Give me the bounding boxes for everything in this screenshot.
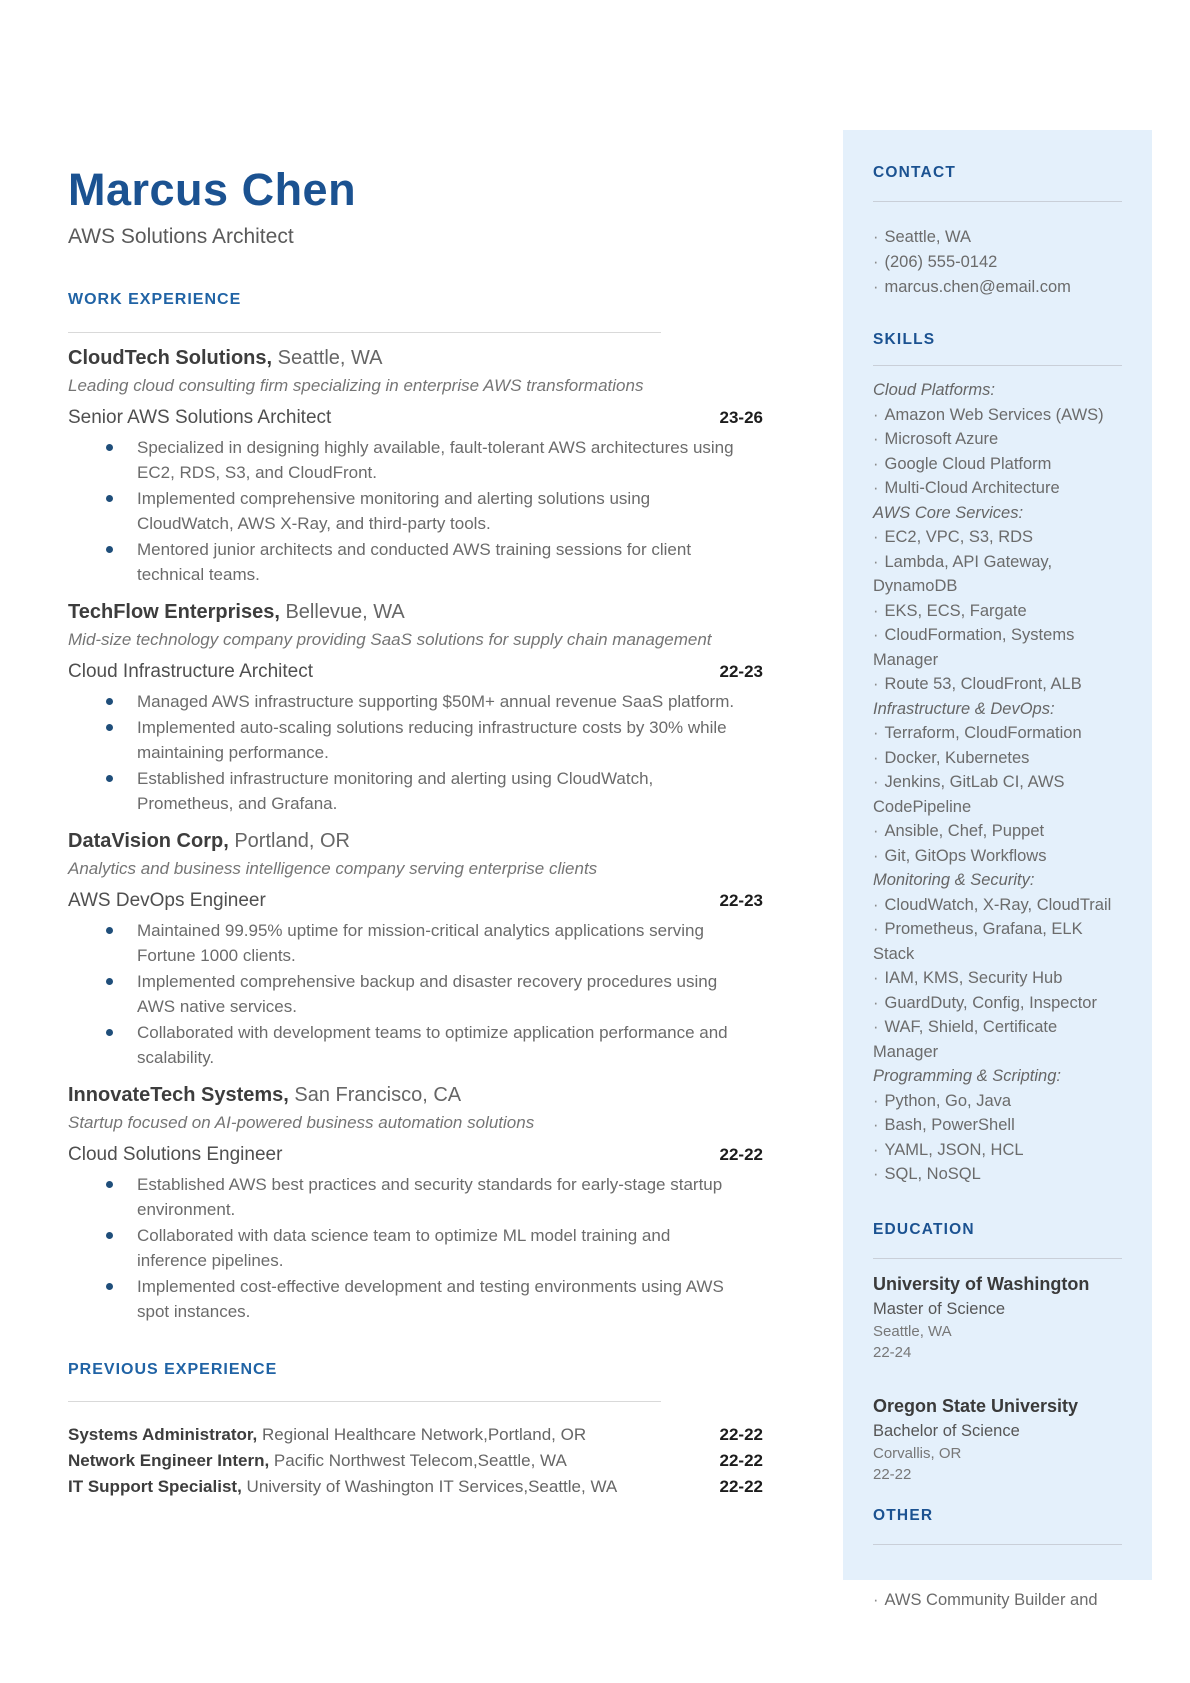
bullet-dot: · (873, 895, 879, 914)
job-bullet: Implemented comprehensive monitoring and alerting solutions using CloudWatch, AWS X-Ray, and third-party tools. (68, 486, 737, 536)
job-dates: 22-22 (719, 1145, 763, 1164)
company-name: InnovateTech Systems, (68, 1084, 289, 1106)
job-title-row (68, 405, 763, 430)
previous-role-dates: 22-22 (719, 1451, 763, 1470)
job-bullets (68, 1172, 737, 1324)
job-dates: 22-23 (719, 891, 763, 910)
job-bullet: Collaborated with development teams to optimize application performance and scalability. (68, 1020, 737, 1070)
bullet-dot: · (873, 626, 879, 644)
contact-list (873, 225, 1122, 300)
job-bullet: Managed AWS infrastructure supporting $50M+ annual revenue SaaS platform. (68, 689, 737, 714)
job-title-row (68, 659, 763, 684)
bullet-dot: · (873, 920, 879, 938)
company-description: Analytics and business intelligence company serving enterprise clients (68, 859, 598, 878)
sidebar-divider (873, 1544, 1122, 1545)
bullet-dot: · (873, 773, 879, 791)
section-divider (68, 1401, 661, 1402)
bullet-dot: · (873, 1091, 879, 1110)
list-item: · Ansible, Chef, Puppet (873, 822, 1045, 840)
bullet-dot: · (873, 1140, 879, 1159)
previous-role-company: Pacific Northwest Telecom,Seattle, WA (269, 1451, 567, 1470)
list-item: · EKS, ECS, Fargate (873, 601, 1027, 620)
person-name: Marcus Chen (68, 164, 357, 215)
job-entry (68, 346, 763, 587)
previous-role-title: Network Engineer Intern, (68, 1451, 270, 1470)
list-item: · Google Cloud Platform (873, 454, 1052, 473)
company-name: CloudTech Solutions, (68, 347, 273, 369)
job-entry (68, 600, 763, 816)
sidebar-divider (873, 365, 1122, 366)
skill-group-label: AWS Core Services: (873, 503, 1024, 522)
previous-role-dates: 22-22 (719, 1425, 763, 1444)
skill-group-label: Monitoring & Security: (873, 871, 1035, 889)
list-item: · WAF, Shield, Certificate Manager (873, 1018, 1058, 1061)
bullet-dot: · (873, 552, 879, 571)
skill-group-label: Programming & Scripting: (873, 1067, 1061, 1085)
list-item: · GuardDuty, Config, Inspector (873, 993, 1097, 1012)
previous-role-title: Systems Administrator, (68, 1425, 258, 1444)
list-item: · Amazon Web Services (AWS) (873, 405, 1104, 424)
bullet-dot: · (873, 846, 879, 865)
skills-heading: SKILLS (873, 331, 936, 348)
list-item: · marcus.chen@email.com (873, 278, 1071, 296)
school-location: Corvallis, OR (873, 1444, 962, 1462)
job-entry (68, 1083, 763, 1324)
bullet-dot: · (873, 822, 879, 840)
skills-list (873, 378, 1122, 1187)
company-description: Leading cloud consulting firm specializing in enterprise AWS transformations (68, 376, 644, 395)
company-name: DataVision Corp, (68, 830, 229, 852)
job-dates: 22-23 (719, 662, 763, 681)
education-list (873, 1272, 1122, 1485)
list-item: · Prometheus, Grafana, ELK Stack (873, 920, 1083, 963)
bullet-dot: · (873, 601, 879, 620)
skill-group-label: Cloud Platforms: (873, 381, 995, 399)
previous-experience-row (68, 1448, 763, 1474)
company-location: Bellevue, WA (279, 601, 405, 623)
job-title: Cloud Infrastructure Architect (68, 661, 313, 682)
company-name: TechFlow Enterprises, (68, 601, 280, 623)
previous-role-company: Regional Healthcare Network,Portland, OR (257, 1425, 587, 1444)
sidebar-divider (873, 1258, 1122, 1259)
list-item: · Lambda, API Gateway, DynamoDB (873, 552, 1053, 595)
previous-role-company: University of Washington IT Services,Seattle, WA (241, 1477, 618, 1496)
bullet-dot: · (873, 528, 879, 546)
school-entry (873, 1394, 1122, 1485)
list-item: · EC2, VPC, S3, RDS (873, 528, 1034, 546)
list-item: · Terraform, CloudFormation (873, 724, 1082, 742)
bullet-dot: · (873, 405, 879, 424)
school-dates: 22-22 (873, 1465, 912, 1483)
school-name: University of Washington (873, 1273, 1090, 1294)
bullet-dot: · (873, 454, 879, 473)
company-location: Portland, OR (228, 830, 350, 852)
main-column (68, 0, 763, 1500)
list-item: · AWS Community Builder and (873, 1591, 1098, 1609)
job-bullet: Maintained 99.95% uptime for mission-critical analytics applications serving Fortune 1000 clients. (68, 918, 737, 968)
bullet-dot: · (873, 724, 879, 742)
previous-experience-row (68, 1474, 763, 1500)
list-item: · Bash, PowerShell (873, 1116, 1015, 1134)
job-bullet: Specialized in designing highly available, fault-tolerant AWS architectures using EC2, RDS, S3, and CloudFront. (68, 435, 737, 485)
school-location: Seattle, WA (873, 1322, 952, 1340)
list-item: · SQL, NoSQL (873, 1165, 981, 1183)
sidebar-divider (873, 201, 1122, 202)
job-dates: 23-26 (719, 408, 763, 427)
job-bullet: Implemented auto-scaling solutions reducing infrastructure costs by 30% while maintaining performance. (68, 715, 737, 765)
bullet-dot: · (873, 748, 879, 767)
job-bullet: Implemented comprehensive backup and disaster recovery procedures using AWS native services. (68, 969, 737, 1019)
school-entry (873, 1272, 1122, 1363)
previous-role-dates: 22-22 (719, 1477, 763, 1496)
list-item: · YAML, JSON, HCL (873, 1140, 1024, 1159)
bullet-dot: · (873, 969, 879, 987)
bullet-dot: · (873, 1018, 879, 1036)
list-item: · (206) 555-0142 (873, 253, 998, 271)
previous-experience-row (68, 1422, 763, 1448)
sidebar (843, 130, 1152, 1612)
contact-heading: CONTACT (873, 164, 957, 181)
skill-group-label: Infrastructure & DevOps: (873, 699, 1055, 718)
work-experience-heading: WORK EXPERIENCE (68, 291, 242, 308)
list-item: · Multi-Cloud Architecture (873, 479, 1060, 497)
bullet-dot: · (873, 1116, 879, 1134)
sidebar-panel (843, 130, 1152, 1580)
list-item: · Jenkins, GitLab CI, AWS CodePipeline (873, 773, 1065, 816)
list-item: · Route 53, CloudFront, ALB (873, 675, 1082, 693)
bullet-dot: · (873, 430, 879, 448)
bullet-dot: · (873, 253, 879, 271)
bullet-dot: · (873, 278, 879, 296)
company-description: Startup focused on AI-powered business automation solutions (68, 1113, 535, 1132)
company-line (68, 1083, 763, 1108)
job-bullet: Mentored junior architects and conducted AWS training sessions for client technical teams. (68, 537, 737, 587)
job-entry (68, 829, 763, 1070)
company-description: Mid-size technology company providing SaaS solutions for supply chain management (68, 630, 712, 649)
bullet-dot: · (873, 993, 879, 1012)
company-location: Seattle, WA (272, 347, 383, 369)
previous-role (68, 1474, 617, 1500)
list-item: · IAM, KMS, Security Hub (873, 969, 1063, 987)
school-name: Oregon State University (873, 1395, 1079, 1416)
job-bullets (68, 435, 737, 587)
job-bullet: Established infrastructure monitoring and alerting using CloudWatch, Prometheus, and Grafana. (68, 766, 737, 816)
jobs-list (68, 346, 763, 1324)
person-title: AWS Solutions Architect (68, 225, 294, 248)
bullet-dot: · (873, 479, 879, 497)
section-divider (68, 332, 661, 333)
bullet-dot: · (873, 1165, 879, 1183)
job-title-row (68, 1142, 763, 1167)
school-dates: 22-24 (873, 1343, 912, 1361)
bullet-dot: · (873, 228, 879, 246)
job-title: Cloud Solutions Engineer (68, 1144, 283, 1165)
list-item: · Git, GitOps Workflows (873, 846, 1047, 865)
bullet-dot: · (873, 1591, 879, 1609)
education-heading: EDUCATION (873, 1220, 975, 1238)
company-location: San Francisco, CA (288, 1084, 462, 1106)
list-item: · Seattle, WA (873, 228, 972, 246)
job-title: Senior AWS Solutions Architect (68, 407, 332, 428)
job-bullets (68, 918, 737, 1070)
job-bullet: Implemented cost-effective development and testing environments using AWS spot instances. (68, 1274, 737, 1324)
list-item: · Microsoft Azure (873, 430, 999, 448)
previous-role-title: IT Support Specialist, (68, 1477, 242, 1496)
job-title: AWS DevOps Engineer (68, 890, 266, 911)
previous-role (68, 1422, 586, 1448)
job-bullets (68, 689, 737, 816)
other-heading: OTHER (873, 1506, 934, 1524)
company-line (68, 829, 763, 854)
school-degree: Bachelor of Science (873, 1421, 1020, 1440)
list-item: · CloudFormation, Systems Manager (873, 626, 1075, 669)
previous-experience-heading: PREVIOUS EXPERIENCE (68, 1361, 278, 1378)
school-degree: Master of Science (873, 1299, 1006, 1318)
other-list (843, 1580, 1152, 1612)
previous-experience-list (68, 1422, 763, 1500)
company-line (68, 600, 763, 625)
bullet-dot: · (873, 675, 879, 693)
list-item: · Docker, Kubernetes (873, 748, 1030, 767)
previous-role (68, 1448, 567, 1474)
list-item: · Python, Go, Java (873, 1091, 1012, 1110)
job-bullet: Established AWS best practices and security standards for early-stage startup environment. (68, 1172, 737, 1222)
job-bullet: Collaborated with data science team to optimize ML model training and inference pipelines. (68, 1223, 737, 1273)
job-title-row (68, 888, 763, 913)
company-line (68, 346, 763, 371)
list-item: · CloudWatch, X-Ray, CloudTrail (873, 895, 1112, 914)
